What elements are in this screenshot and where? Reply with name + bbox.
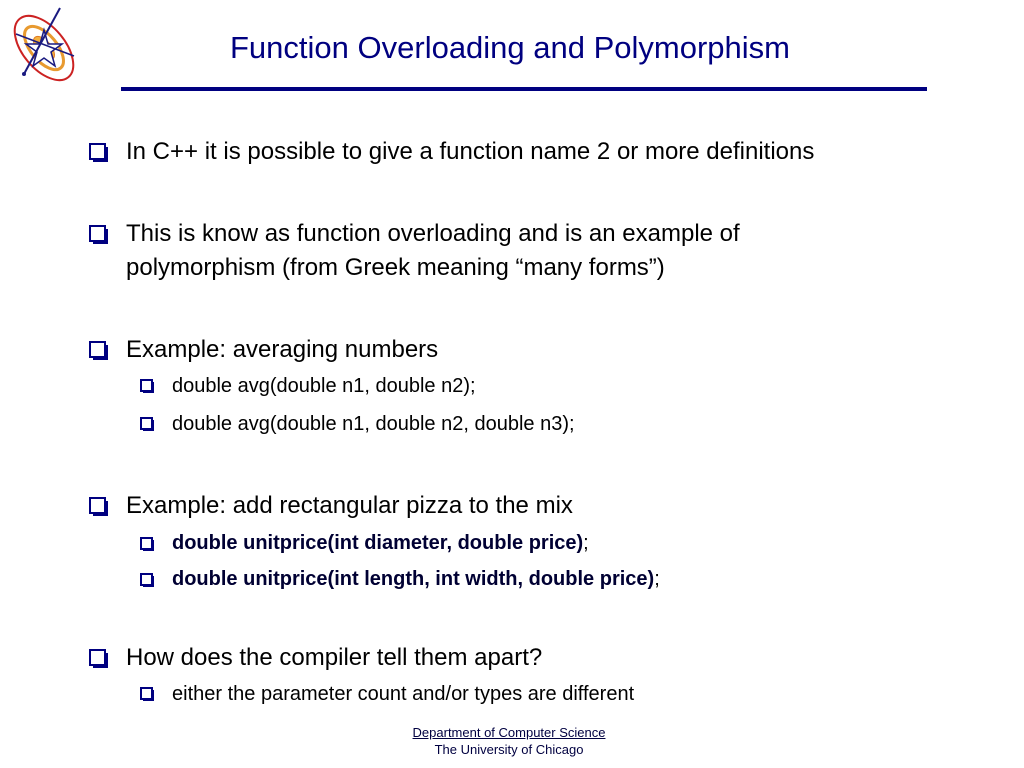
code-suffix: ; [583,532,589,554]
sub-bullet-text: either the parameter count and/or types are different [172,683,635,705]
department-link[interactable]: Department of Computer Science [412,725,606,740]
bullet-text-line2: polymorphism (from Greek meaning “many forms”) [126,254,665,281]
sub-bullet-box-icon [140,537,153,550]
code-signature: double unitprice(int length, int width, double price) [172,568,655,590]
code-suffix: ; [654,568,660,590]
university-name: The University of Chicago [434,742,584,757]
bullet-box-icon [89,143,106,160]
sub-bullet-code-line [172,566,660,592]
bullet-text: Example: add rectangular pizza to the mix [126,492,573,519]
sub-bullet-box-icon [140,417,153,430]
title-underline [121,87,927,91]
slide-title: Function Overloading and Polymorphism [230,30,790,65]
sub-bullet-box-icon [140,573,153,586]
code-signature: double unitprice(int diameter, double price) [172,532,584,554]
sub-bullet-text: double avg(double n1, double n2, double n3); [172,413,575,435]
bullet-text: How does the compiler tell them apart? [126,644,543,671]
sub-bullet-code-line [172,530,589,556]
uchicago-cs-logo-icon [10,4,86,90]
sub-bullet-box-icon [140,687,153,700]
bullet-box-icon [89,649,106,666]
bullet-box-icon [89,497,106,514]
bullet-text: Example: averaging numbers [126,336,439,363]
bullet-text-line1: This is know as function overloading and is an example of [126,220,740,247]
bullet-box-icon [89,225,106,242]
bullet-box-icon [89,341,106,358]
bullet-text: In C++ it is possible to give a function name 2 or more definitions [126,138,815,165]
sub-bullet-text: double avg(double n1, double n2); [172,375,476,397]
sub-bullet-box-icon [140,379,153,392]
